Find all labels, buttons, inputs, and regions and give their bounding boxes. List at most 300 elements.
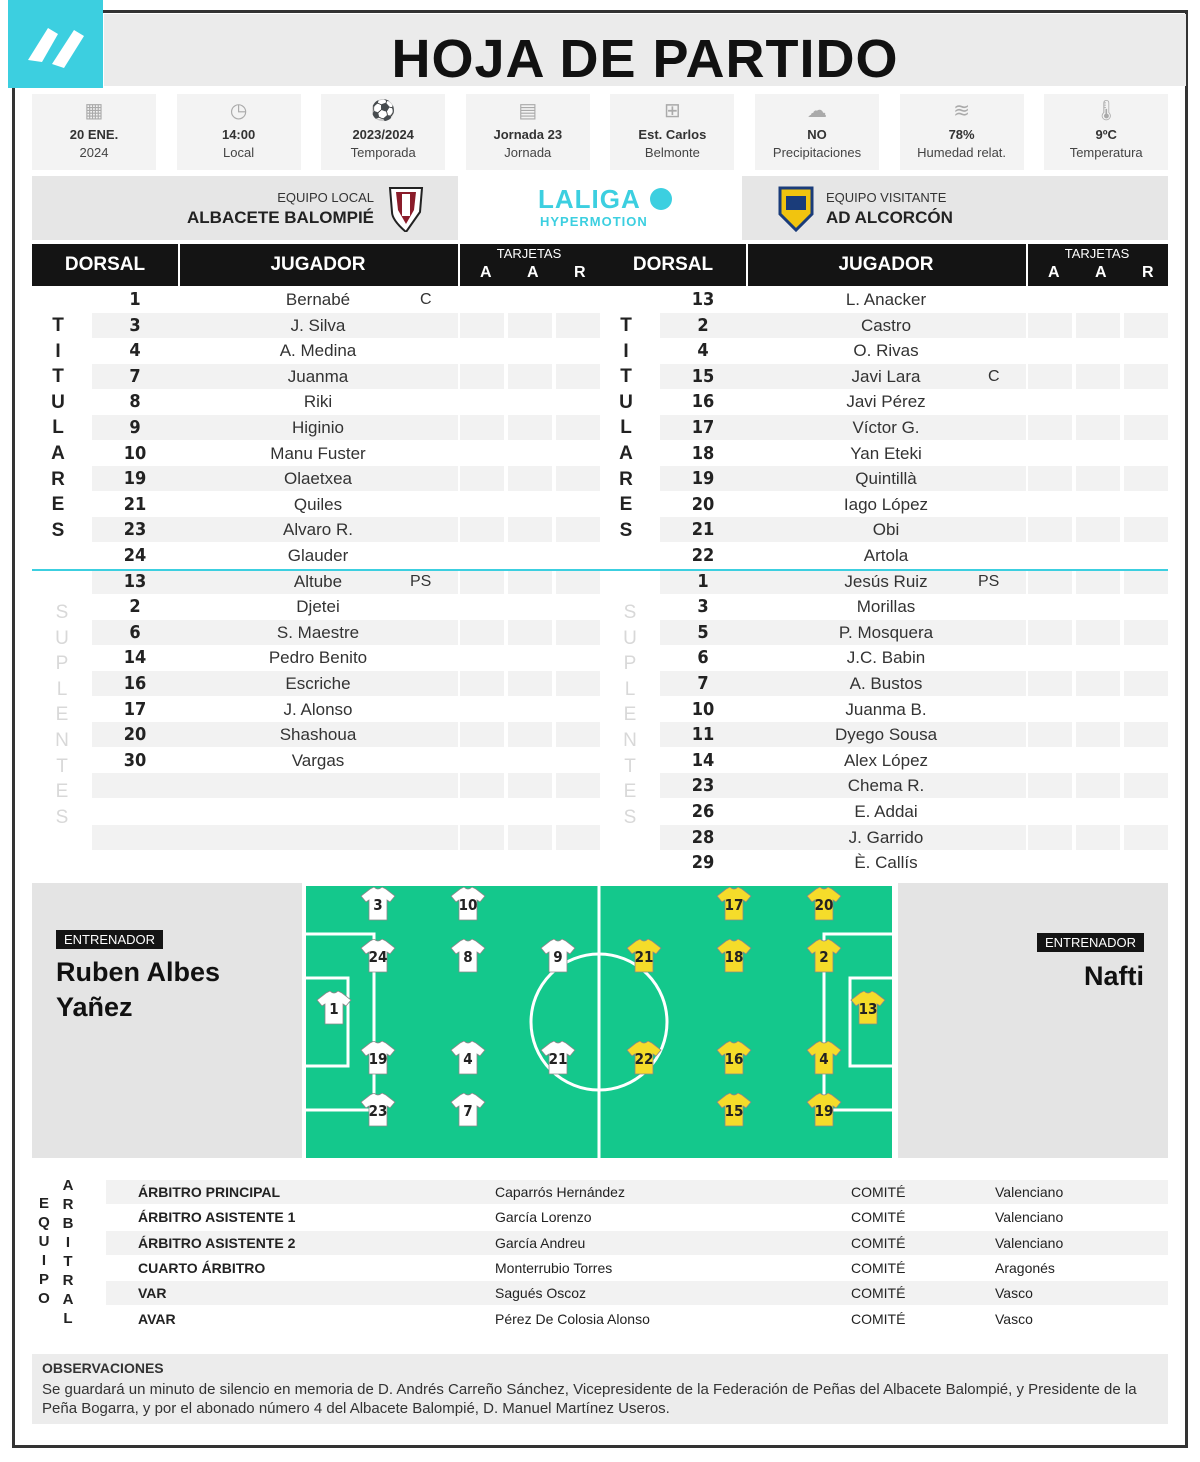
card-cell	[1076, 441, 1120, 466]
player-name	[178, 773, 458, 798]
info-sub: Local	[223, 145, 255, 160]
equipo-letter: P	[38, 1271, 49, 1288]
titulares-letter: A	[619, 443, 633, 464]
suplentes-letter: N	[55, 730, 69, 751]
dorsal-header: DORSAL	[632, 254, 714, 275]
dorsal-header: DORSAL	[64, 254, 146, 275]
player-number: 29	[691, 852, 715, 874]
svg-text:15: 15	[724, 1102, 744, 1120]
card-cell	[556, 748, 600, 773]
player-row	[32, 415, 344, 440]
humidity-icon: ≋	[953, 100, 970, 122]
player-number: 2	[129, 596, 141, 618]
player-name: Shashoua	[178, 722, 458, 747]
player-name: J. Silva	[178, 313, 458, 338]
card-cell	[508, 364, 552, 389]
player-number: 7	[660, 671, 746, 696]
card-cell	[508, 594, 552, 619]
player-row	[32, 799, 33, 824]
svg-text:19: 19	[368, 1050, 388, 1068]
titulares-letter: T	[52, 315, 64, 336]
info-value: 2023/2024	[352, 127, 414, 142]
player-row	[600, 722, 938, 747]
card-cell	[508, 313, 552, 338]
home-player-shirt	[450, 1041, 486, 1075]
card-cell	[556, 594, 600, 619]
info-sub: Temperatura	[1069, 145, 1143, 160]
away-team-band	[742, 176, 1168, 240]
home-team-name: ALBACETE BALOMPIÉ	[187, 208, 374, 227]
card-header-r: R	[574, 264, 586, 281]
card-cell	[1124, 697, 1168, 722]
player-row	[32, 543, 349, 568]
suplentes-letter: N	[623, 730, 637, 751]
player-name: Juanma B.	[845, 699, 927, 719]
player-number	[92, 773, 178, 798]
player-name: È. Callís	[854, 853, 918, 873]
suplentes-letter: S	[623, 602, 637, 623]
card-cell	[1076, 364, 1120, 389]
card-cell	[508, 389, 552, 414]
jugador-header: JUGADOR	[838, 254, 934, 275]
card-cell	[1124, 389, 1168, 414]
home-coach-label: ENTRENADOR	[56, 930, 163, 949]
player-number: 2	[660, 313, 746, 338]
away-player-shirt	[716, 1093, 752, 1127]
player-row	[600, 697, 927, 722]
titulares-letter: E	[619, 494, 633, 516]
laliga-logo	[8, 0, 103, 88]
away-player-shirt	[626, 939, 662, 973]
card-cell	[1124, 441, 1168, 466]
referee-comite: COMITÉ	[851, 1259, 906, 1276]
player-number: 24	[123, 545, 147, 566]
player-name: A. Bustos	[746, 671, 1026, 696]
card-cell	[1124, 492, 1168, 517]
referee-comite: COMITÉ	[851, 1184, 906, 1200]
player-row	[600, 364, 1000, 389]
referee-name: Pérez De Colosia Alonso	[495, 1310, 650, 1327]
card-cell	[1124, 620, 1168, 645]
player-row	[32, 389, 333, 414]
card-header-a1: A	[1048, 264, 1060, 281]
card-cell	[1028, 645, 1072, 670]
stadium-icon: ⊞	[664, 100, 681, 122]
away-team-label: EQUIPO VISITANTE	[826, 190, 947, 205]
arbitral-letter: R	[62, 1272, 74, 1289]
info-value: 14:00	[221, 127, 256, 142]
titulares-letter: I	[623, 340, 629, 362]
svg-text:7: 7	[463, 1102, 473, 1120]
card-cell	[1028, 722, 1072, 747]
player-name: Quiles	[293, 494, 343, 514]
player-row	[600, 466, 917, 491]
home-coach-name: Ruben Albes Yañez	[56, 957, 221, 1022]
home-player-shirt	[360, 1041, 396, 1075]
home-coach-panel	[32, 883, 302, 1158]
card-cell	[1076, 799, 1120, 824]
player-number	[92, 825, 178, 850]
titulares-letter: U	[51, 391, 65, 413]
player-number: 10	[691, 698, 715, 720]
league-sub: HYPERMOTION	[540, 214, 648, 229]
arbitral-letter: L	[63, 1310, 73, 1327]
card-cell	[1028, 850, 1072, 875]
player-row	[600, 415, 920, 440]
referee-region: Vasco	[995, 1285, 1033, 1302]
titulares-letter: T	[620, 366, 632, 388]
home-player-shirt	[360, 887, 396, 921]
player-name: Jesús Ruiz	[746, 569, 1026, 594]
player-row	[32, 517, 353, 542]
away-coach-label: ENTRENADOR	[1037, 933, 1144, 952]
card-cell	[508, 543, 552, 568]
player-name: O. Rivas	[853, 341, 919, 361]
player-number: 4	[697, 340, 709, 362]
card-cell	[460, 697, 504, 722]
card-header-a2: A	[527, 264, 539, 281]
card-cell	[508, 697, 552, 722]
card-cell	[460, 441, 504, 466]
away-player-shirt	[716, 939, 752, 973]
player-row	[600, 441, 922, 466]
card-cell	[556, 441, 600, 466]
svg-text:19: 19	[814, 1102, 834, 1120]
referee-row	[106, 1231, 1168, 1255]
albacete-crest-icon	[386, 184, 426, 232]
card-header-a2: A	[1095, 264, 1107, 281]
player-name: Manu Fuster	[270, 443, 366, 463]
titulares-letter: E	[51, 494, 65, 516]
page-title: HOJA DE PARTIDO	[391, 29, 899, 89]
card-cell	[556, 825, 600, 850]
away-player-shirt	[806, 939, 842, 973]
player-number: 21	[660, 517, 746, 542]
referee-region: Valenciano	[995, 1184, 1064, 1200]
card-cell	[1028, 287, 1072, 312]
referee-role: VAR	[138, 1285, 167, 1302]
card-cell	[460, 773, 504, 798]
equipo-letter: Q	[38, 1214, 50, 1231]
card-cell	[1124, 799, 1168, 824]
card-cell	[508, 825, 552, 850]
league-name: LALIGA	[538, 184, 641, 214]
player-name: Glauder	[287, 546, 349, 565]
card-cell	[508, 799, 552, 824]
player-row	[32, 671, 351, 696]
card-cell	[1028, 517, 1072, 542]
info-value: 78%	[948, 127, 975, 142]
player-number: 18	[691, 442, 715, 464]
card-cell	[1076, 748, 1120, 773]
card-cell	[1076, 645, 1120, 670]
card-cell	[1124, 671, 1168, 696]
card-cell	[1124, 364, 1168, 389]
card-cell	[508, 722, 552, 747]
player-name: Javi Pérez	[846, 392, 926, 412]
info-sub: Precipitaciones	[772, 145, 862, 160]
thermometer-icon: 🌡	[1093, 100, 1119, 122]
card-cell	[1076, 671, 1120, 696]
card-cell	[1076, 517, 1120, 542]
observations-text: Se guardará un minuto de silencio en memoria de D. Andrés Carreño Sánchez, Vicepresidente de la Federación de Peñas del Albacete Balompié, y Presidente de la Peña Bogarra, y por el abonado número 4 del Albacete Balompié, D. Manuel Martínez Useros.	[42, 1381, 1137, 1417]
card-cell	[1028, 364, 1072, 389]
player-number: 11	[660, 722, 746, 747]
player-name: Higinio	[178, 415, 458, 440]
info-value: Jornada 23	[493, 127, 563, 142]
card-cell	[1124, 748, 1168, 773]
home-player-shirt	[450, 1093, 486, 1127]
captain-mark: PS	[978, 572, 1000, 590]
home-table-header	[32, 244, 600, 286]
svg-text:10: 10	[458, 896, 478, 914]
player-row	[32, 594, 340, 619]
card-cell	[556, 492, 600, 517]
svg-text:23: 23	[368, 1102, 388, 1120]
card-cell	[556, 671, 600, 696]
player-number: 6	[697, 647, 709, 669]
player-number: 28	[660, 825, 746, 850]
card-cell	[1028, 697, 1072, 722]
equipo-letter: O	[38, 1290, 50, 1307]
calendar-grid-icon: ▤	[518, 100, 538, 122]
player-number: 30	[123, 749, 147, 771]
player-row	[32, 645, 368, 670]
player-row	[32, 338, 357, 363]
player-number: 17	[660, 415, 746, 440]
card-cell	[508, 671, 552, 696]
player-number: 23	[92, 517, 178, 542]
player-number: 7	[92, 364, 178, 389]
player-row	[32, 748, 345, 773]
player-name: Obi	[746, 517, 1026, 542]
arbitral-letter: B	[62, 1215, 74, 1232]
player-number: 6	[92, 620, 178, 645]
info-box	[466, 94, 590, 170]
player-name: Juanma	[178, 364, 458, 389]
card-cell	[508, 773, 552, 798]
card-cell	[556, 773, 600, 798]
titulares-letter: R	[619, 468, 633, 490]
card-cell	[460, 466, 504, 491]
info-value: Est. Carlos	[638, 127, 707, 142]
tarjetas-header: TARJETAS	[1064, 246, 1130, 261]
card-cell	[460, 569, 504, 594]
referee-region: Vasco	[995, 1310, 1033, 1327]
card-cell	[1028, 671, 1072, 696]
player-name: Dyego Sousa	[746, 722, 1026, 747]
titulares-letter: S	[619, 519, 633, 541]
card-cell	[508, 466, 552, 491]
player-number: 26	[691, 801, 715, 822]
player-number: 13	[691, 289, 715, 310]
observations-box	[32, 1354, 1168, 1424]
player-number: 22	[691, 545, 715, 566]
captain-mark: C	[988, 367, 1000, 385]
player-number	[92, 850, 178, 875]
card-cell	[556, 569, 600, 594]
card-cell	[1028, 594, 1072, 619]
player-name: Altube	[178, 569, 458, 594]
player-number: 16	[92, 671, 178, 696]
player-row	[32, 313, 346, 338]
card-cell	[1124, 543, 1168, 568]
card-cell	[1028, 799, 1072, 824]
arbitral-letter: I	[65, 1234, 71, 1251]
suplentes-letter: E	[55, 704, 69, 726]
referee-name: García Lorenzo	[495, 1209, 592, 1226]
player-number: 14	[123, 647, 147, 669]
player-row	[32, 697, 353, 722]
suplentes-letter: L	[624, 678, 636, 700]
card-cell	[1076, 773, 1120, 798]
card-cell	[1124, 466, 1168, 491]
suplentes-letter: T	[56, 755, 68, 777]
card-cell	[508, 748, 552, 773]
card-cell	[508, 492, 552, 517]
home-player-shirt	[360, 939, 396, 973]
card-cell	[1124, 313, 1168, 338]
referee-name: García Andreu	[495, 1234, 586, 1251]
arbitral-letter: A	[62, 1177, 74, 1194]
away-table-header	[600, 244, 1168, 286]
referee-row	[106, 1205, 1168, 1229]
player-name: Escriche	[178, 671, 458, 696]
card-cell	[460, 415, 504, 440]
referee-region: Valenciano	[995, 1209, 1064, 1226]
svg-text:24: 24	[368, 948, 388, 966]
card-cell	[508, 338, 552, 363]
card-cell	[460, 671, 504, 696]
card-cell	[1028, 313, 1072, 338]
info-sub: Belmonte	[644, 145, 700, 160]
svg-text:1: 1	[329, 1000, 339, 1018]
card-cell	[508, 287, 552, 312]
card-cell	[460, 722, 504, 747]
player-name: E. Addai	[854, 802, 918, 821]
player-number: 3	[697, 596, 709, 618]
captain-mark: PS	[410, 572, 432, 590]
suplentes-letter: E	[623, 704, 637, 726]
card-cell	[1028, 748, 1072, 773]
card-cell	[1028, 492, 1072, 517]
player-name: Vargas	[291, 750, 345, 770]
league-logo-area	[458, 176, 742, 240]
suplentes-letter: S	[55, 602, 69, 623]
player-number: 16	[691, 391, 715, 413]
card-cell	[460, 338, 504, 363]
referee-row	[106, 1180, 1168, 1204]
suplentes-letter: P	[623, 653, 637, 675]
card-cell	[460, 594, 504, 619]
referee-role: ÁRBITRO ASISTENTE 1	[138, 1209, 296, 1226]
info-box	[755, 94, 879, 170]
player-row	[600, 543, 909, 568]
player-name: L. Anacker	[845, 290, 927, 309]
card-cell	[556, 850, 600, 875]
player-row	[600, 492, 929, 517]
card-cell	[556, 364, 600, 389]
titulares-letter: L	[620, 417, 632, 439]
card-cell	[1076, 569, 1120, 594]
equipo-letter: I	[41, 1252, 47, 1269]
info-sub: Humedad relat.	[917, 145, 1007, 160]
away-player-shirt	[850, 991, 886, 1025]
ball-icon: ⚽	[370, 100, 396, 122]
player-row	[600, 799, 918, 824]
suplentes-letter: S	[55, 806, 69, 828]
card-cell	[508, 645, 552, 670]
card-cell	[1028, 389, 1072, 414]
card-cell	[556, 697, 600, 722]
referee-row	[106, 1307, 1168, 1331]
away-player-shirt	[716, 887, 752, 921]
card-cell	[1076, 722, 1120, 747]
player-row	[600, 850, 918, 875]
info-box	[321, 94, 445, 170]
info-sub: 2024	[79, 145, 109, 160]
away-coach-panel	[898, 883, 1168, 1158]
card-cell	[460, 850, 504, 875]
home-team-band	[32, 176, 458, 240]
player-row	[600, 313, 912, 338]
card-cell	[556, 543, 600, 568]
player-number: 5	[660, 620, 746, 645]
player-row	[32, 569, 432, 594]
player-name: Castro	[746, 313, 1026, 338]
card-cell	[556, 389, 600, 414]
player-name: Chema R.	[746, 773, 1026, 798]
card-cell	[1028, 543, 1072, 568]
player-name	[178, 799, 458, 824]
suplentes-letter: P	[55, 653, 69, 675]
player-row	[600, 517, 900, 542]
arbitral-letter: T	[63, 1253, 73, 1270]
card-cell	[508, 850, 552, 875]
away-player-shirt	[806, 887, 842, 921]
titulares-letter: R	[51, 468, 65, 490]
starters-subs-divider	[32, 569, 1168, 571]
home-player-shirt	[540, 1041, 576, 1075]
titulares-letter: T	[52, 366, 64, 388]
card-cell	[556, 799, 600, 824]
svg-text:3: 3	[373, 896, 383, 914]
observations-title: OBSERVACIONES	[42, 1360, 164, 1376]
card-cell	[460, 492, 504, 517]
player-number: 15	[660, 364, 746, 389]
card-cell	[460, 748, 504, 773]
card-cell	[1124, 569, 1168, 594]
card-cell	[1076, 543, 1120, 568]
title-bar	[104, 14, 1186, 89]
card-cell	[556, 287, 600, 312]
svg-text:21: 21	[548, 1050, 568, 1068]
calendar-icon: ▦	[84, 100, 104, 122]
suplentes-letter: U	[55, 627, 69, 649]
card-cell	[1028, 441, 1072, 466]
player-row	[32, 722, 357, 747]
away-player-shirt	[716, 1041, 752, 1075]
card-cell	[556, 620, 600, 645]
card-cell	[460, 313, 504, 338]
svg-text:21: 21	[634, 948, 654, 966]
player-name: J.C. Babin	[846, 648, 926, 668]
card-cell	[1076, 389, 1120, 414]
jugador-header: JUGADOR	[270, 254, 366, 275]
card-cell	[1076, 825, 1120, 850]
svg-text:18: 18	[724, 948, 744, 966]
referee-row	[106, 1256, 1168, 1280]
